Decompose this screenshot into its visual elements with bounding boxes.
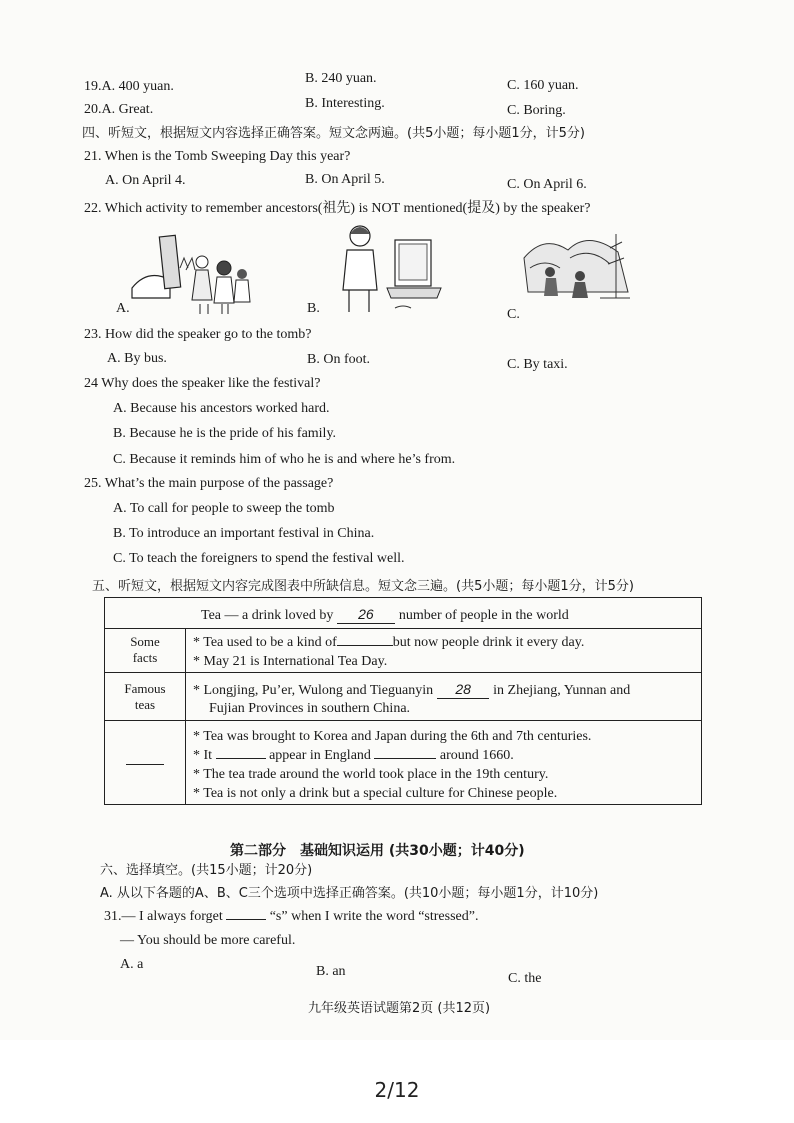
history-line-1: * Tea was brought to Korea and Japan during the 6th and 7th centuries.	[193, 729, 592, 744]
q19-option-c: C. 160 yuan.	[507, 78, 579, 93]
blank-30b	[374, 758, 436, 759]
q25-stem: 25. What’s the main purpose of the passage?	[84, 476, 334, 491]
q25-option-b: B. To introduce an important festival in China.	[113, 526, 375, 541]
title-text-after: number of people in the world	[398, 608, 569, 623]
section-5-heading: 五、听短文，根据短文内容完成图表中所缺信息。短文念三遍。(共5小题；每小题1分，计5分)	[92, 579, 634, 594]
q31-blank	[226, 919, 266, 920]
q24-option-b: B. Because he is the pride of his family.	[113, 426, 337, 441]
table-row-history	[105, 720, 701, 806]
q22-stem: 22. Which activity to remember ancestors(祖先) is NOT mentioned(提及) by the speaker?	[84, 201, 591, 216]
q25-option-c: C. To teach the foreigners to spend the festival well.	[113, 551, 405, 566]
q19-num-a	[84, 78, 174, 96]
teas-line-1: * Longjing, Pu’er, Wulong and Tieguanyin 28 in Zhejiang, Yunnan and	[193, 681, 631, 698]
history-line-3: * The tea trade around the world took place in the 19th century.	[193, 767, 549, 782]
blank-26: 26	[337, 606, 395, 624]
q20-number: 20.	[84, 102, 102, 117]
q31-option-a: A. a	[120, 957, 144, 972]
facts-line-2: * May 21 is International Tea Day.	[193, 654, 388, 669]
q21-option-a: A. On April 4.	[105, 173, 186, 188]
q31-stem: 31.— I always forget “s” when I write the word “stressed”.	[104, 909, 479, 924]
q23-option-c: C. By taxi.	[507, 357, 568, 372]
table-row-facts	[105, 628, 701, 672]
section-4-heading: 四、听短文，根据短文内容选择正确答案。短文念两遍。(共5小题；每小题1分，计5分)	[82, 126, 585, 141]
section-6-heading: 六、选择填空。(共15小题；计20分)	[100, 863, 313, 878]
blank-30a	[216, 758, 266, 759]
teas-line-2: Fujian Provinces in southern China.	[209, 701, 411, 716]
q22-option-c: C.	[507, 307, 520, 322]
blank-28: 28	[437, 681, 489, 699]
q21-option-c: C. On April 6.	[507, 177, 587, 192]
row-label-teas: Famous teas	[124, 681, 166, 712]
outdoor-spring-outing-illustration	[520, 228, 640, 308]
q20-option-c: C. Boring.	[507, 103, 566, 118]
facts-line-1: * Tea used to be a kind of but now people drink it every day.	[193, 635, 585, 650]
q23-stem: 23. How did the speaker go to the tomb?	[84, 327, 312, 342]
q23-option-a: A. By bus.	[107, 351, 167, 366]
page-indicator: 2/12	[374, 1078, 420, 1102]
q31-option-b: B. an	[316, 964, 346, 979]
table-title	[201, 606, 569, 624]
q24-option-a: A. Because his ancestors worked hard.	[113, 401, 330, 416]
row-label-facts: Some facts	[130, 634, 160, 665]
q31-reply: — You should be more careful.	[120, 933, 296, 948]
q22-option-b: B.	[307, 301, 320, 316]
table-row-teas	[105, 672, 701, 720]
blank-27	[337, 645, 393, 646]
section-6a-instructions: A. 从以下各题的A、B、C三个选项中选择正确答案。(共10小题；每小题1分，计10分)	[100, 886, 599, 901]
part-2-heading: 第二部分 基础知识运用 (共30小题；计40分)	[230, 843, 525, 859]
q21-stem: 21. When is the Tomb Sweeping Day this year?	[84, 149, 351, 164]
q19-option-a: A. 400 yuan.	[101, 79, 174, 94]
q20-option-b: B. Interesting.	[305, 96, 385, 111]
q20-option-a: A. Great.	[101, 102, 154, 117]
q21-option-b: B. On April 5.	[305, 172, 385, 187]
row-label-blank-29	[105, 753, 185, 769]
person-with-tablet-illustration	[335, 222, 450, 317]
q23-option-b: B. On foot.	[307, 352, 370, 367]
q19-option-b: B. 240 yuan.	[305, 71, 377, 86]
history-line-4: * Tea is not only a drink but a special culture for Chinese people.	[193, 786, 558, 801]
q20-num-a	[84, 101, 153, 119]
tea-info-table	[104, 597, 702, 805]
history-line-2: * It appear in England around 1660.	[193, 748, 514, 763]
q19-number: 19.	[84, 79, 102, 94]
page-footer: 九年级英语试题第2页 (共12页)	[308, 1001, 491, 1016]
q24-option-c: C. Because it reminds him of who he is and where he’s from.	[113, 452, 456, 467]
title-text-before: Tea — a drink loved by	[201, 608, 334, 623]
q24-stem: 24 Why does the speaker like the festival?	[84, 376, 321, 391]
q25-option-a: A. To call for people to sweep the tomb	[113, 501, 335, 516]
tomb-sweeping-family-illustration	[130, 228, 260, 318]
q31-option-c: C. the	[508, 971, 542, 986]
q22-option-a: A.	[116, 301, 130, 316]
